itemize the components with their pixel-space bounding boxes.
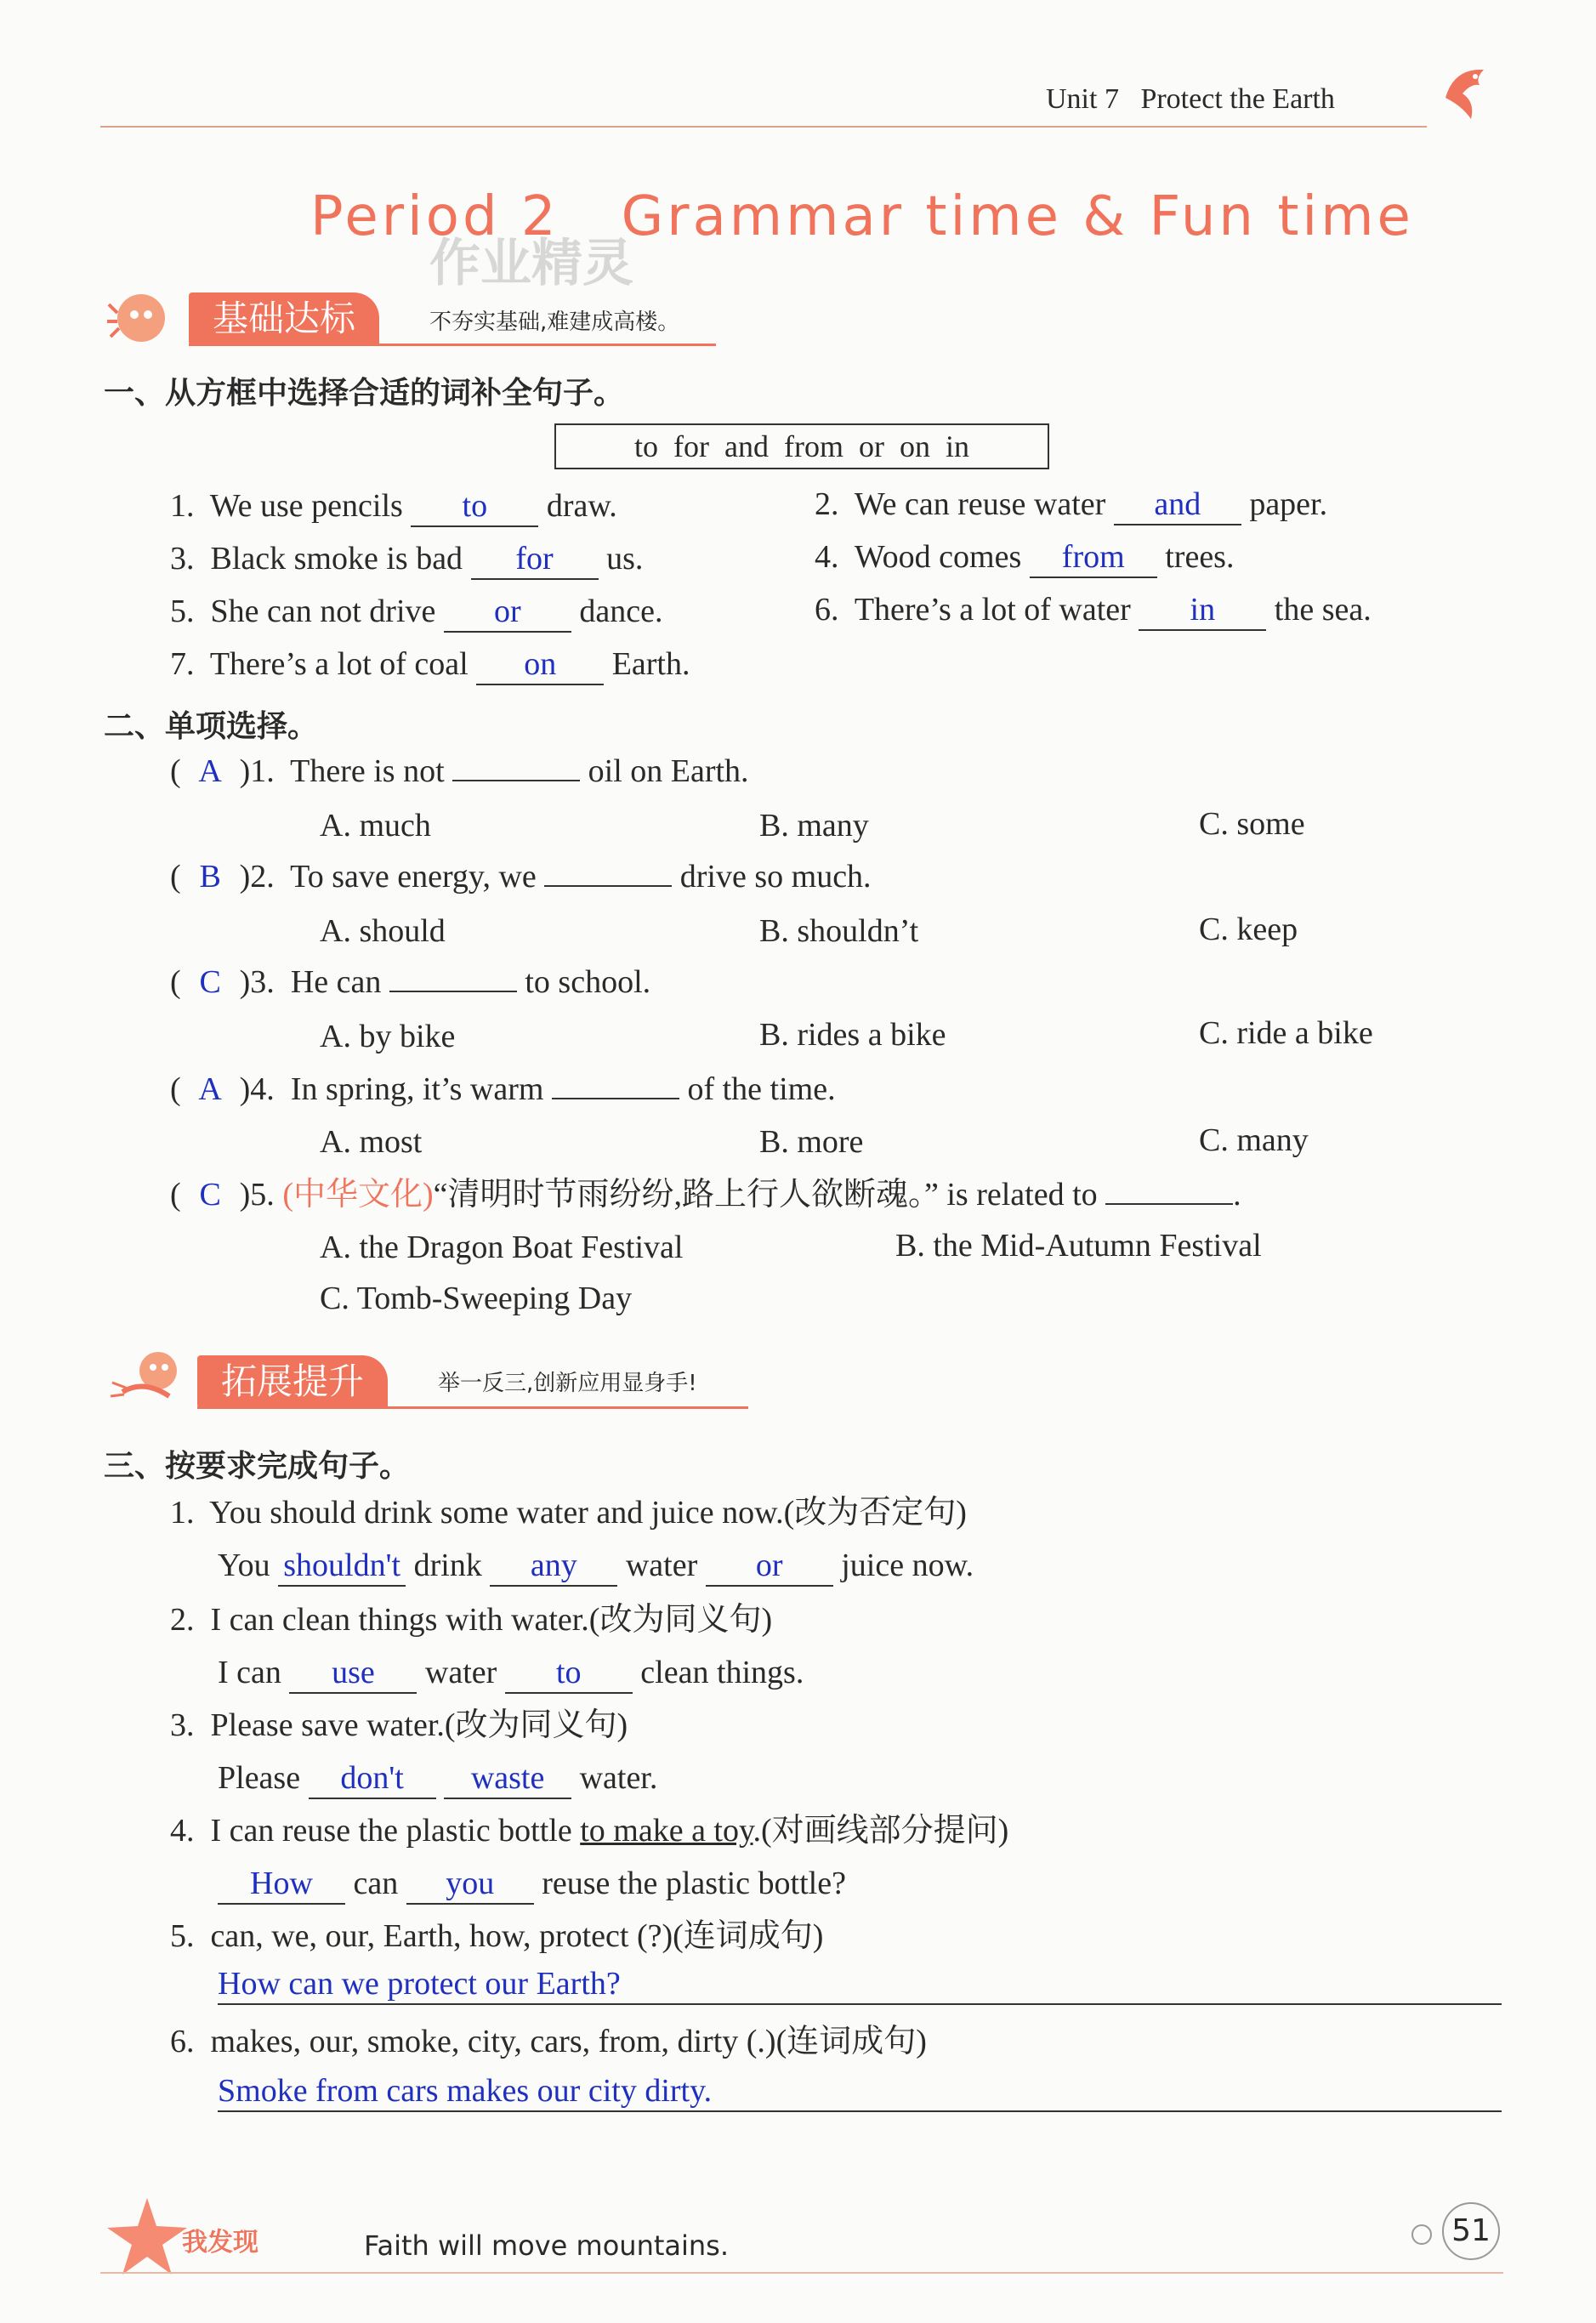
rewrite-q6: 6. makes, our, smoke, city, cars, from, dirty (.)(连词成句)	[170, 2024, 927, 2059]
part1-item-5: 5. She can not drive or dance.	[170, 592, 662, 633]
footer-badge: 我发现	[182, 2228, 258, 2258]
mc-option-4c[interactable]: C. many	[1199, 1122, 1309, 1158]
answer-line-6[interactable]: Smoke from cars makes our city dirty.	[218, 2071, 1502, 2112]
mc-option-4b[interactable]: B. more	[759, 1124, 864, 1160]
unit-title: Protect the Earth	[1140, 83, 1335, 115]
mc-option-4a[interactable]: A. most	[320, 1124, 423, 1160]
part1-item-6: 6. There’s a lot of water in the sea.	[815, 590, 1372, 631]
word-box: to for and from or on in	[554, 423, 1049, 469]
answer-blank[interactable]: from	[1030, 537, 1157, 578]
mc-question-3: ( C )3. He can to school.	[170, 964, 651, 1000]
mc-option-2a[interactable]: A. should	[320, 913, 446, 949]
cartoon-icon	[105, 1345, 190, 1413]
mc-answer[interactable]: C	[199, 1177, 221, 1213]
mc-option-3c[interactable]: C. ride a bike	[1199, 1015, 1373, 1051]
mc-option-1c[interactable]: C. some	[1199, 806, 1305, 842]
part1-heading: 一、从方框中选择合适的词补全句子。	[104, 376, 625, 411]
section-motto-extend: 举一反三,创新应用显身手!	[438, 1371, 697, 1396]
page-dot-icon	[1411, 2224, 1432, 2245]
mc-option-1a[interactable]: A. much	[320, 808, 431, 843]
answer-blank[interactable]: to	[505, 1653, 633, 1694]
rewrite-q1: 1. You should drink some water and juice now.(改为否定句)	[170, 1495, 967, 1531]
mc-question-1: ( A )1. There is not oil on Earth.	[170, 753, 749, 789]
rewrite-q2: 2. I can clean things with water.(改为同义句)	[170, 1602, 773, 1638]
header-rule	[100, 126, 1427, 128]
part1-item-2: 2. We can reuse water and paper.	[815, 485, 1327, 525]
page-title: Period 2 Grammar time & Fun time	[310, 185, 1414, 248]
mc-option-2b[interactable]: B. shouldn’t	[759, 913, 919, 949]
running-header	[1046, 83, 1335, 116]
mc-option-3b[interactable]: B. rides a bike	[759, 1017, 946, 1053]
rewrite-q5: 5. can, we, our, Earth, how, protect (?)(连词成句)	[170, 1918, 824, 1954]
answer-blank[interactable]: shouldn't	[278, 1546, 406, 1587]
answer-line-5[interactable]: How can we protect our Earth?	[218, 1964, 1502, 2005]
mc-question-2: ( B )2. To save energy, we drive so much.	[170, 859, 872, 895]
mc-answer[interactable]: B	[199, 859, 221, 895]
mc-answer[interactable]: A	[198, 753, 222, 789]
section-banner-basic: 基础达标	[189, 293, 379, 345]
rewrite-q4: 4. I can reuse the plastic bottle to make a toy.(对画线部分提问)	[170, 1813, 1009, 1849]
mc-answer[interactable]: A	[198, 1071, 222, 1107]
mc-option-5a[interactable]: A. the Dragon Boat Festival	[320, 1230, 684, 1265]
answer-blank[interactable]: use	[289, 1653, 417, 1694]
culture-tag: (中华文化)	[282, 1177, 434, 1213]
footer-motto: Faith will move mountains.	[364, 2229, 730, 2262]
section-rule-extend	[197, 1406, 748, 1409]
answer-blank[interactable]: How	[218, 1864, 345, 1905]
answer-blank[interactable]: waste	[444, 1758, 571, 1799]
answer-blank[interactable]: any	[490, 1546, 617, 1587]
mc-question-5: ( C )5. (中华文化)“清明时节雨纷纷,路上行人欲断魂。” is related to .	[170, 1177, 1241, 1213]
part1-item-3: 3. Black smoke is bad for us.	[170, 539, 643, 580]
rewrite-a4: How can you reuse the plastic bottle?	[218, 1864, 846, 1905]
rewrite-a2: I can use water to clean things.	[218, 1653, 804, 1694]
rewrite-q3: 3. Please save water.(改为同义句)	[170, 1707, 628, 1743]
part1-item-7: 7. There’s a lot of coal on Earth.	[170, 645, 690, 685]
answer-blank[interactable]: or	[706, 1546, 833, 1587]
page-number: 51	[1442, 2202, 1500, 2260]
rewrite-a3: Please don't waste water.	[218, 1758, 657, 1799]
rewrite-a1: You shouldn't drink any water or juice now.	[218, 1546, 974, 1587]
section-motto-basic: 不夯实基础,难建成高楼。	[429, 310, 680, 335]
part2-heading: 二、单项选择。	[104, 709, 319, 744]
answer-blank[interactable]: don't	[309, 1758, 436, 1799]
mc-question-4: ( A )4. In spring, it’s warm of the time.	[170, 1071, 836, 1107]
part1-item-4: 4. Wood comes from trees.	[815, 537, 1234, 578]
part1-item-1: 1. We use pencils to draw.	[170, 486, 617, 527]
unit-label: Unit 7	[1046, 83, 1119, 115]
answer-blank[interactable]: to	[411, 486, 538, 527]
mc-option-1b[interactable]: B. many	[759, 808, 869, 843]
part3-heading: 三、按要求完成句子。	[104, 1449, 411, 1484]
underlined-part: to make a toy	[580, 1813, 753, 1849]
puffer-icon	[100, 287, 177, 347]
dolphin-icon	[1437, 60, 1497, 128]
answer-blank[interactable]: or	[444, 592, 571, 633]
section-rule-basic	[189, 344, 716, 346]
answer-blank[interactable]: on	[476, 645, 604, 685]
watermark: 作业精灵	[429, 234, 633, 293]
mc-answer[interactable]: C	[199, 964, 221, 1000]
answer-blank[interactable]: in	[1139, 590, 1266, 631]
section-banner-extend: 拓展提升	[197, 1355, 388, 1408]
mc-option-3a[interactable]: A. by bike	[320, 1019, 456, 1054]
mc-option-2c[interactable]: C. keep	[1199, 912, 1298, 947]
answer-blank[interactable]: you	[406, 1864, 534, 1905]
answer-blank[interactable]: for	[471, 539, 599, 580]
mc-option-5b[interactable]: B. the Mid-Autumn Festival	[895, 1228, 1262, 1264]
footer-rule	[100, 2272, 1503, 2274]
starfish-icon	[100, 2194, 194, 2279]
answer-blank[interactable]: and	[1114, 485, 1241, 525]
mc-option-5c[interactable]: C. Tomb-Sweeping Day	[320, 1281, 633, 1316]
